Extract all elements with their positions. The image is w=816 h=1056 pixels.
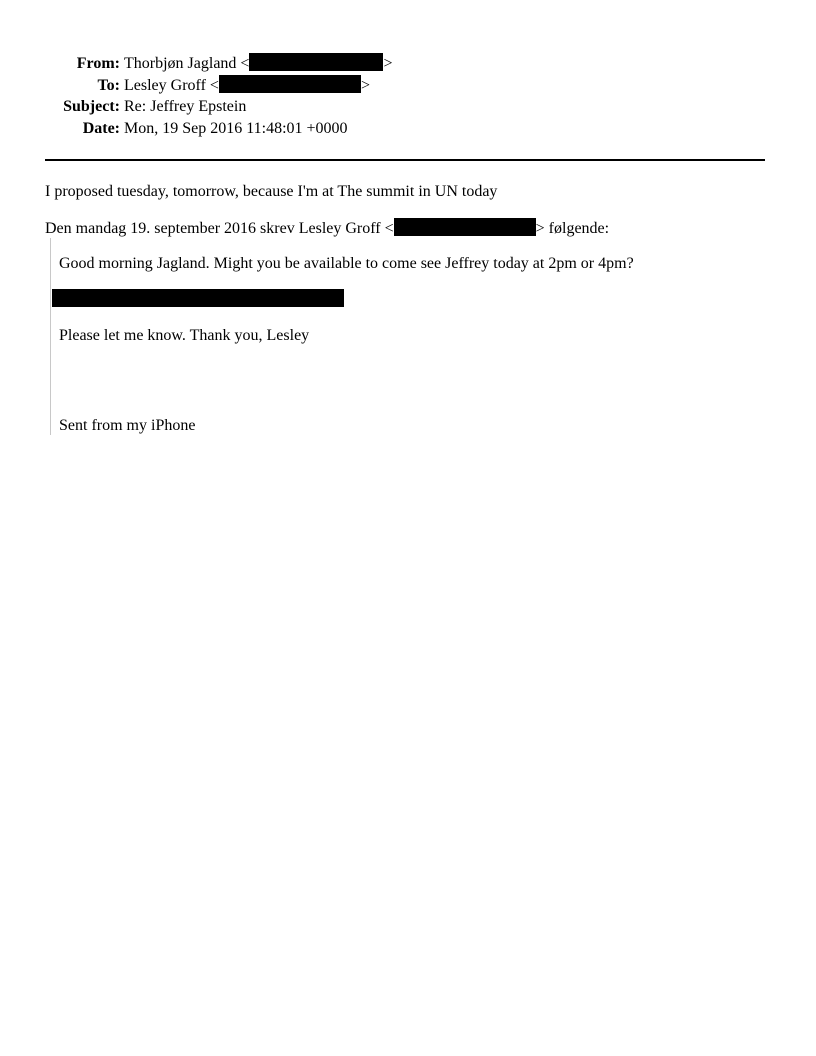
redaction-box — [219, 75, 361, 93]
header-divider — [45, 159, 765, 161]
date-label: Date: — [82, 120, 120, 137]
from-row: From: Thorbjøn Jagland < > — [0, 53, 392, 74]
quoted-line-1: Good morning Jagland. Might you be available to come see Jeffrey today at 2pm or 4pm? — [59, 255, 634, 272]
quote-bar — [50, 238, 51, 435]
to-row: To: Lesley Groff < > — [0, 75, 370, 96]
from-label: From: — [76, 55, 120, 72]
quote-attribution: Den mandag 19. september 2016 skrev Lesley Groff < > følgende: — [45, 220, 610, 237]
redaction-box — [52, 289, 344, 307]
reply-text: I proposed tuesday, tomorrow, because I'm at The summit in UN today — [45, 183, 498, 200]
to-label: To: — [97, 77, 120, 94]
quoted-line-2: Please let me know. Thank you, Lesley — [59, 327, 310, 344]
to-name: Lesley Groff — [124, 77, 206, 94]
date-row — [0, 119, 348, 139]
subject-value: Re: Jeffrey Epstein — [124, 98, 247, 115]
subject-row — [0, 97, 246, 117]
redaction-box — [249, 53, 383, 71]
quoted-signature: Sent from my iPhone — [59, 417, 196, 434]
redaction-box — [394, 218, 536, 236]
date-value: Mon, 19 Sep 2016 11:48:01 +0000 — [124, 120, 348, 137]
subject-label: Subject: — [63, 98, 120, 115]
from-name: Thorbjøn Jagland — [124, 55, 237, 72]
